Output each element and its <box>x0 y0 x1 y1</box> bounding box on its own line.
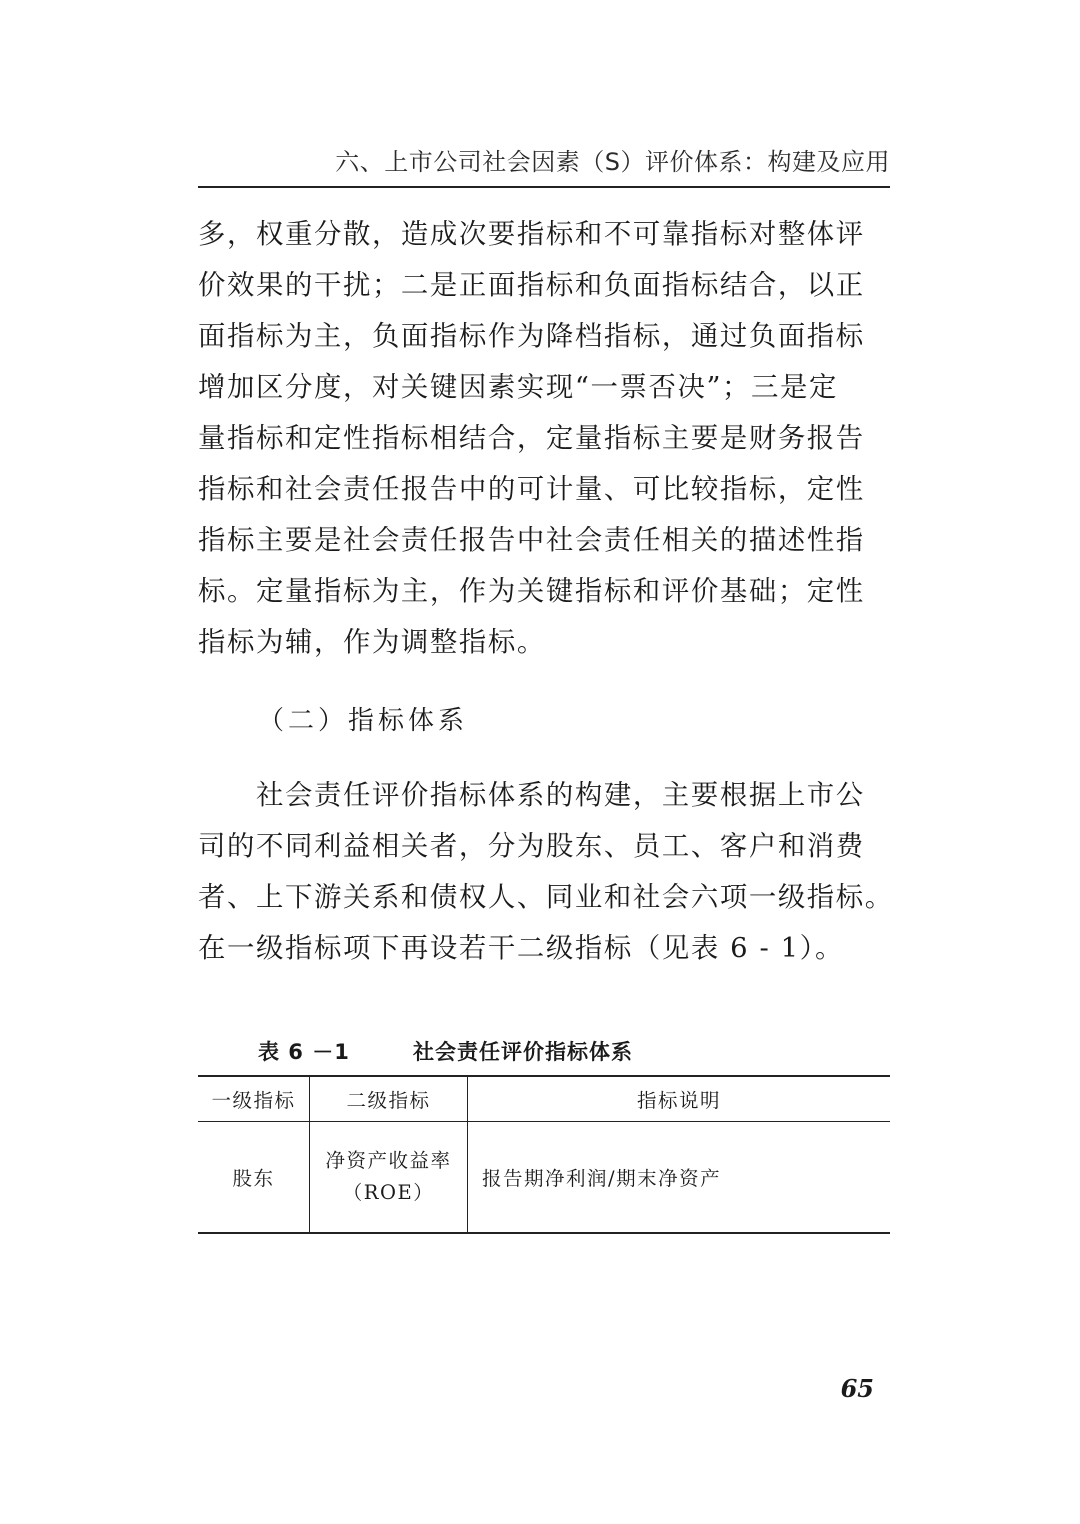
indicator-table <box>198 1075 890 1234</box>
header-level1: 一级指标 <box>211 1088 296 1112</box>
paragraph-1-line: 价效果的干扰；二是正面指标和负面指标结合，以正 <box>198 270 865 301</box>
page-number: 65 <box>840 1374 874 1403</box>
paragraph-1-line: 指标主要是社会责任报告中社会责任相关的描述性指 <box>198 525 865 556</box>
paragraph-2-line: 者、上下游关系和债权人、同业和社会六项一级指标。 <box>198 882 894 913</box>
section-heading: （二）指标体系 <box>258 706 469 736</box>
table-row <box>198 1121 890 1233</box>
table-number: 表 6 －1 <box>258 1040 350 1064</box>
paragraph-1-line: 指标为辅，作为调整指标。 <box>198 627 546 658</box>
paragraph-2-line: 司的不同利益相关者，分为股东、员工、客户和消费 <box>198 831 865 862</box>
header-level2: 二级指标 <box>310 1076 468 1121</box>
cell-level2-line2: （ROE） <box>342 1180 435 1204</box>
paragraph-2-line: 在一级指标项下再设若干二级指标（见表 6 - 1）。 <box>198 933 844 964</box>
cell-level2-line1: 净资产收益率 <box>325 1148 452 1172</box>
paragraph-1-line: 标。定量指标为主，作为关键指标和评价基础；定性 <box>198 576 865 607</box>
header-rule <box>198 186 890 188</box>
paragraph-1-line: 量指标和定性指标相结合，定量指标主要是财务报告 <box>198 423 865 454</box>
running-header: 六、上市公司社会因素（S）评价体系：构建及应用 <box>335 148 890 176</box>
paragraph-1-line: 增加区分度，对关键因素实现“一票否决”；三是定 <box>198 372 839 403</box>
paragraph-1-line: 面指标为主，负面指标作为降档指标，通过负面指标 <box>198 321 865 352</box>
paragraph-1 <box>198 209 890 668</box>
paragraph-2 <box>198 770 894 974</box>
paragraph-1-line: 多，权重分散，造成次要指标和不可靠指标对整体评 <box>198 219 865 250</box>
paragraph-2-line: 社会责任评价指标体系的构建，主要根据上市公 <box>198 780 865 811</box>
header-description: 指标说明 <box>468 1076 891 1121</box>
table-title: 社会责任评价指标体系 <box>413 1040 633 1064</box>
paragraph-1-line: 指标和社会责任报告中的可计量、可比较指标，定性 <box>198 474 865 505</box>
cell-level1: 股东 <box>232 1166 275 1190</box>
cell-description: 报告期净利润/期末净资产 <box>468 1121 891 1233</box>
table-caption <box>258 1036 890 1066</box>
cell-level2 <box>310 1121 468 1233</box>
table-header-row <box>198 1076 890 1121</box>
